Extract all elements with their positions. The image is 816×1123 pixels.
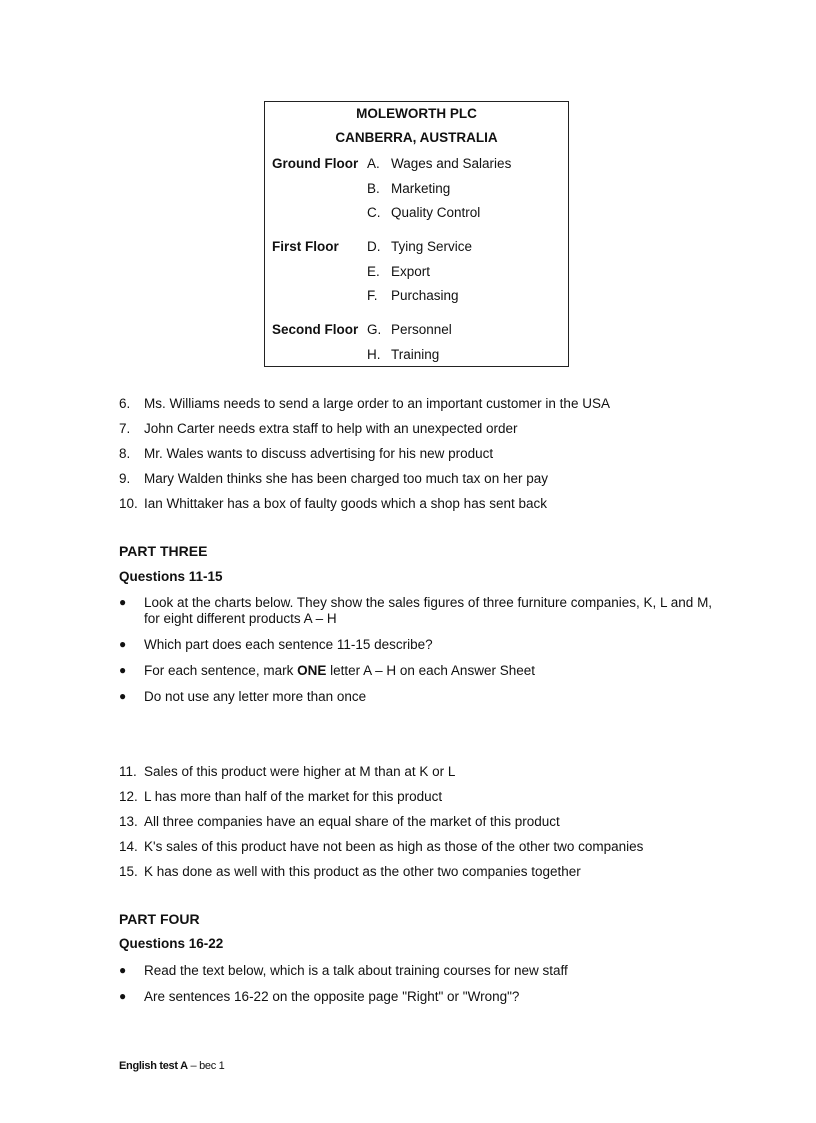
department-letter: F. xyxy=(367,288,378,303)
question-number: 13. xyxy=(119,814,138,829)
department-name: Purchasing xyxy=(391,288,459,303)
bullet-icon: ● xyxy=(119,963,127,977)
department-e xyxy=(367,264,430,279)
footer-subtitle: – bec 1 xyxy=(187,1060,225,1072)
question-text: K's sales of this product have not been as high as those of the other two companies xyxy=(144,839,644,854)
instruction-text: Do not use any letter more than once xyxy=(144,689,367,704)
department-c xyxy=(367,205,480,220)
question-item xyxy=(119,420,610,445)
footer-title: English test A xyxy=(119,1060,188,1072)
emphasis-one: ONE xyxy=(297,663,327,678)
department-letter: H. xyxy=(367,347,381,362)
part-four-heading: PART FOUR xyxy=(119,911,200,927)
question-item xyxy=(119,863,643,888)
questions-11-15 xyxy=(119,763,643,888)
department-letter: G. xyxy=(367,322,382,337)
floor-ground: Ground Floor xyxy=(272,156,359,171)
question-number: 12. xyxy=(119,789,138,804)
question-item xyxy=(119,470,610,495)
bullet-icon: ● xyxy=(119,689,127,703)
company-directory xyxy=(264,101,569,367)
department-name: Marketing xyxy=(391,181,451,196)
question-item xyxy=(119,495,610,520)
department-name: Quality Control xyxy=(391,205,481,220)
department-name: Tying Service xyxy=(391,239,473,254)
bullet-icon: ● xyxy=(119,595,127,609)
instruction-bullet xyxy=(119,963,719,979)
question-text: Mary Walden thinks she has been charged too much tax on her pay xyxy=(144,471,548,486)
question-text: Ian Whittaker has a box of faulty goods which a shop has sent back xyxy=(144,496,547,511)
question-number: 8. xyxy=(119,446,131,461)
question-number: 6. xyxy=(119,396,131,411)
instruction-bullet xyxy=(119,595,719,627)
department-letter: B. xyxy=(367,181,380,196)
department-b xyxy=(367,181,450,196)
page-footer xyxy=(119,1060,224,1072)
question-item xyxy=(119,445,610,470)
question-number: 7. xyxy=(119,421,131,436)
bullet-icon: ● xyxy=(119,663,127,677)
question-number: 15. xyxy=(119,864,138,879)
question-text: L has more than half of the market for this product xyxy=(144,789,443,804)
floor-first: First Floor xyxy=(272,239,339,254)
question-number: 14. xyxy=(119,839,138,854)
part-four-questions-label: Questions 16-22 xyxy=(119,936,224,951)
questions-6-10 xyxy=(119,395,610,520)
part-three-heading: PART THREE xyxy=(119,543,208,559)
company-name: MOLEWORTH PLC xyxy=(356,106,477,121)
department-name: Wages and Salaries xyxy=(391,156,512,171)
department-name: Personnel xyxy=(391,322,452,337)
instruction-bullet xyxy=(119,663,719,679)
department-f xyxy=(367,288,459,303)
question-text: All three companies have an equal share of the market of this product xyxy=(144,814,560,829)
question-item xyxy=(119,813,643,838)
part-three-questions-label: Questions 11-15 xyxy=(119,569,223,584)
question-text: Ms. Williams needs to send a large order to an important customer in the USA xyxy=(144,396,610,411)
department-a xyxy=(367,156,511,171)
question-text: K has done as well with this product as the other two companies together xyxy=(144,864,581,879)
department-name: Training xyxy=(391,347,440,362)
department-letter: A. xyxy=(367,156,380,171)
question-item xyxy=(119,395,610,420)
department-d xyxy=(367,239,472,254)
department-letter: C. xyxy=(367,205,381,220)
question-item xyxy=(119,838,643,863)
department-name: Export xyxy=(391,264,431,279)
instruction-text: Look at the charts below. They show the sales figures of three furniture companies, K, L and M, for eight different products A – H xyxy=(144,595,713,626)
department-g xyxy=(367,322,452,337)
question-item xyxy=(119,788,643,813)
department-letter: D. xyxy=(367,239,381,254)
question-number: 11. xyxy=(119,764,137,779)
question-text: John Carter needs extra staff to help with an unexpected order xyxy=(144,421,518,436)
instruction-text: Read the text below, which is a talk about training courses for new staff xyxy=(144,963,568,978)
instruction-text: Which part does each sentence 11-15 describe? xyxy=(144,637,433,652)
instruction-text: Are sentences 16-22 on the opposite page "Right" or "Wrong"? xyxy=(144,989,520,1004)
instruction-bullet xyxy=(119,637,719,653)
department-letter: E. xyxy=(367,264,380,279)
question-number: 9. xyxy=(119,471,131,486)
question-item xyxy=(119,763,643,788)
instruction-bullet xyxy=(119,989,719,1005)
company-location: CANBERRA, AUSTRALIA xyxy=(335,130,498,145)
question-text: Mr. Wales wants to discuss advertising for his new product xyxy=(144,446,494,461)
instruction-text: For each sentence, mark ONE letter A – H on each Answer Sheet xyxy=(144,663,535,678)
department-h xyxy=(367,347,439,362)
bullet-icon: ● xyxy=(119,989,127,1003)
question-text: Sales of this product were higher at M than at K or L xyxy=(144,764,456,779)
floor-second: Second Floor xyxy=(272,322,359,337)
bullet-icon: ● xyxy=(119,637,127,651)
instruction-bullet xyxy=(119,689,719,705)
question-number: 10. xyxy=(119,496,138,511)
